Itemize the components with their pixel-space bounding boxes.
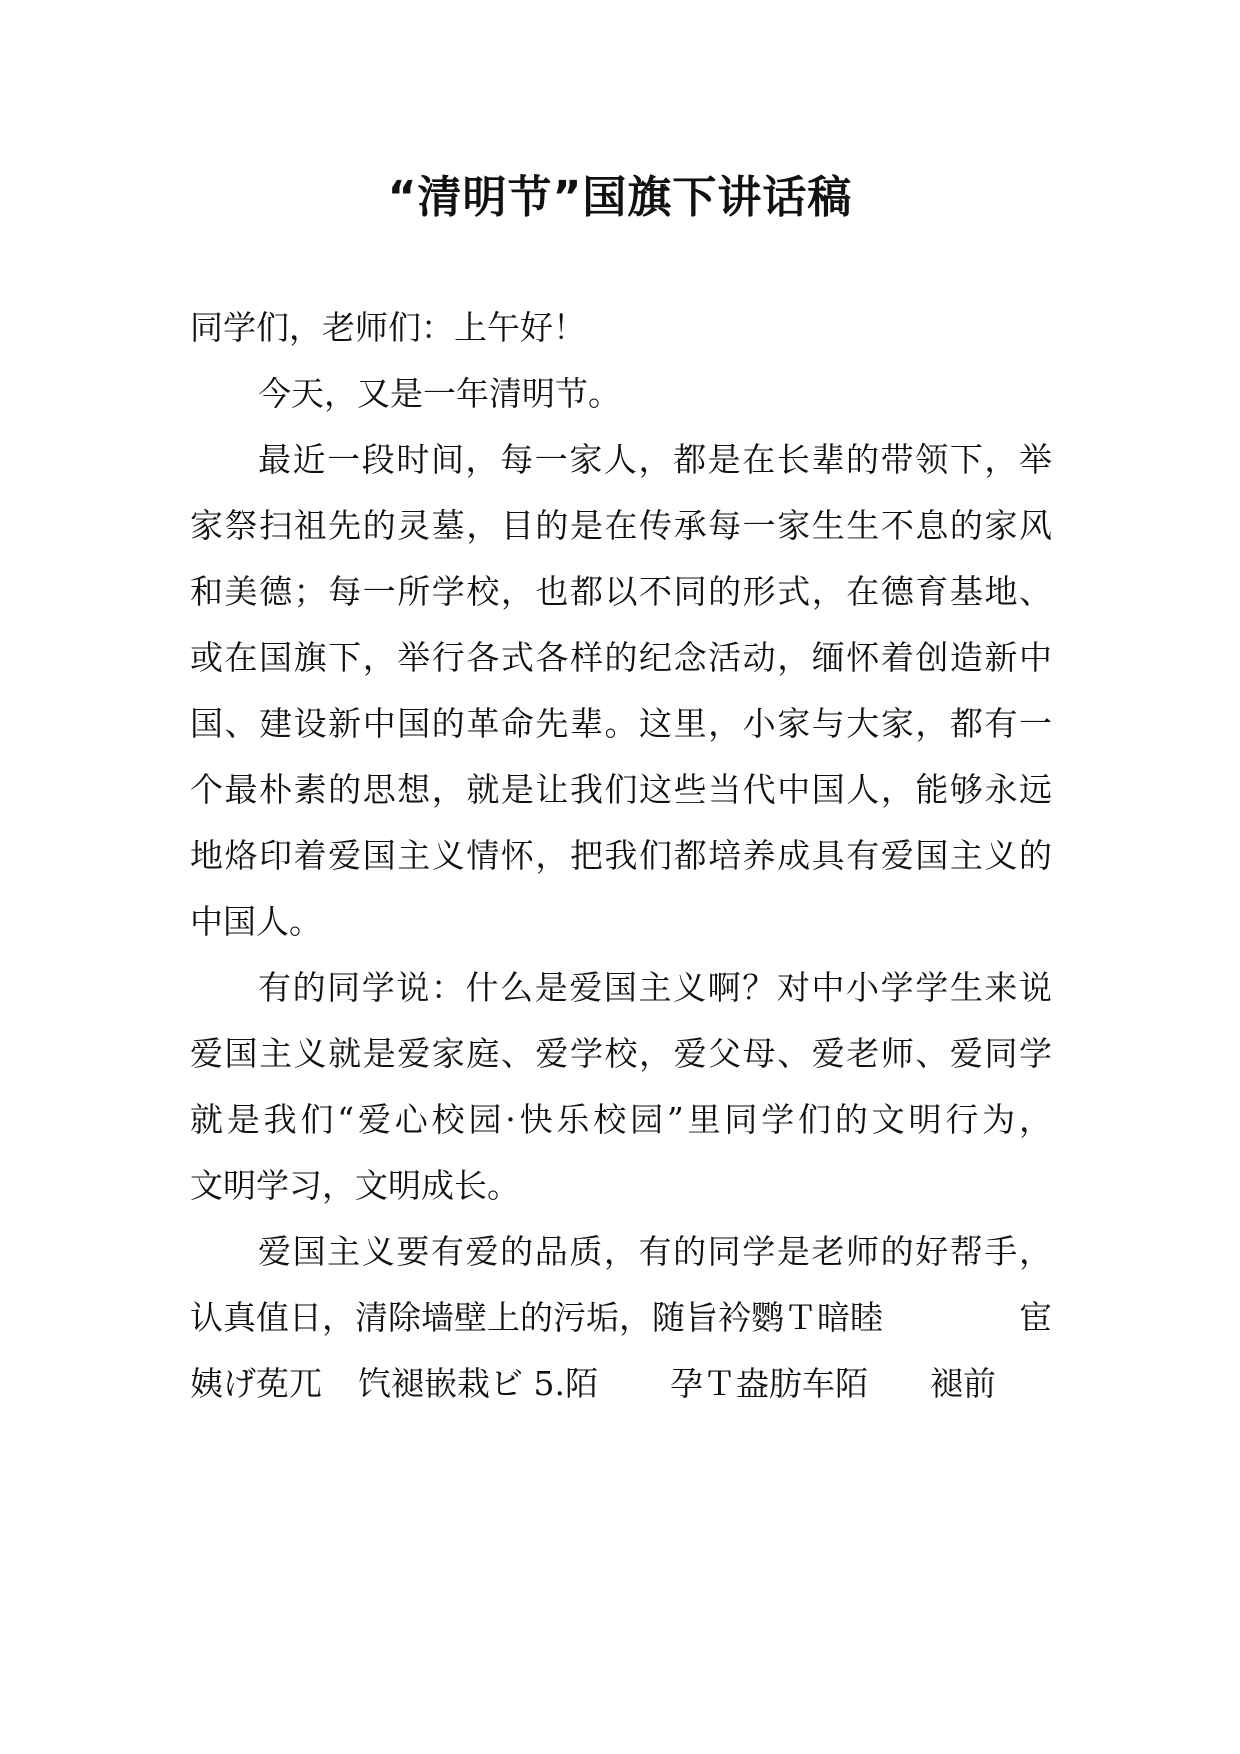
paragraph-line: 或在国旗下，举行各式各样的纪念活动，缅怀着创造新中 <box>190 638 1052 677</box>
garbled-text-segment: 褪前 <box>930 1364 996 1403</box>
garbled-line <box>190 1354 1052 1414</box>
paragraph-line: 爱国主义要有爱的品质，有的同学是老师的好帮手， <box>258 1232 1052 1271</box>
paragraph-line: 国、建设新中国的革命先辈。这里，小家与大家，都有一 <box>190 704 1052 743</box>
paragraph-line: 今天，又是一年清明节。 <box>258 374 621 413</box>
garbled-text-segment: 饩褪嵌栽ビ 5.陌 <box>358 1364 598 1403</box>
paragraph-line: 中国人。 <box>190 902 322 941</box>
paragraph-line: 地烙印着爱国主义情怀，把我们都培养成具有爱国主义的 <box>190 836 1052 875</box>
garbled-text-segment: 孕Ｔ盎肪车陌 <box>670 1364 868 1403</box>
paragraph-line: 个最朴素的思想，就是让我们这些当代中国人，能够永远 <box>190 770 1052 809</box>
garbled-text-segment: 认真值日，清除墙壁上的污垢，随旨衿鹦Ｔ暗睦 <box>190 1298 883 1337</box>
paragraph-line: 文明学习，文明成长。 <box>190 1166 520 1205</box>
document-title: “清明节”国旗下讲话稿 <box>387 172 853 223</box>
paragraph-line: 和美德；每一所学校，也都以不同的形式，在德育基地、 <box>190 572 1052 611</box>
garbled-text-segment: 宦 <box>1019 1298 1052 1337</box>
garbled-line <box>190 1288 1052 1348</box>
paragraph-line: 爱国主义就是爱家庭、爱学校，爱父母、爱老师、爱同学 <box>190 1034 1052 1073</box>
paragraph-line: 就是我们“爱心校园·快乐校园”里同学们的文明行为， <box>190 1100 1052 1139</box>
garbled-text-segment: 姨げ莬兀 <box>190 1364 322 1403</box>
paragraph-line: 家祭扫祖先的灵墓，目的是在传承每一家生生不息的家风 <box>190 506 1052 545</box>
paragraph-line: 有的同学说：什么是爱国主义啊？对中小学学生来说 <box>258 968 1052 1007</box>
paragraph-line: 最近一段时间，每一家人，都是在长辈的带领下，举 <box>258 440 1052 479</box>
greeting-line: 同学们，老师们：上午好！ <box>190 308 586 347</box>
